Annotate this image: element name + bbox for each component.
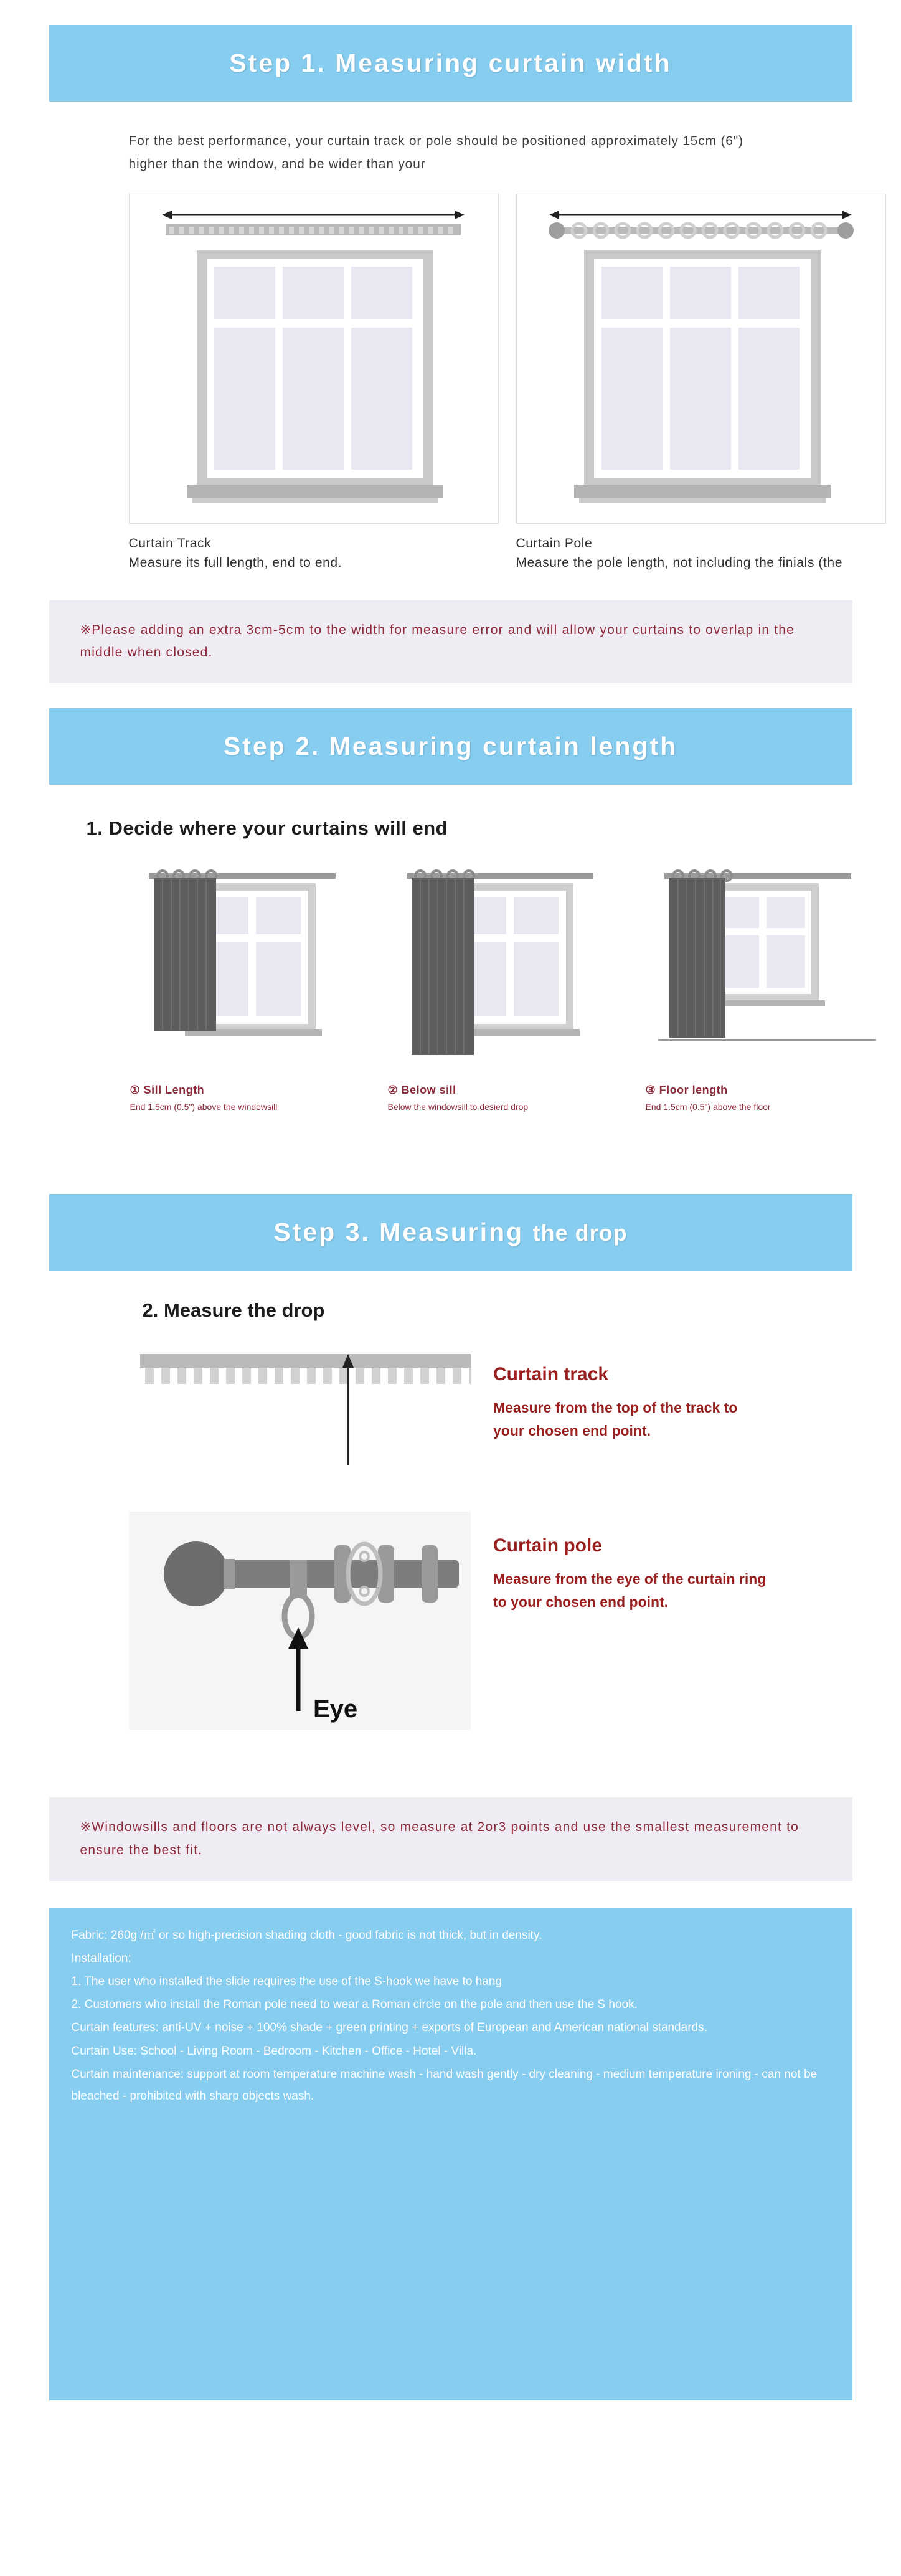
below-sill-svg	[388, 859, 632, 1077]
step1-note: ※Please adding an extra 3cm-5cm to the width for measure error and will allow your curtains to overlap in the middle when closed.	[49, 600, 852, 684]
step3-banner	[49, 1194, 852, 1271]
info-line: 1. The user who installed the slide requires the use of the S-hook we have to hang	[71, 1975, 502, 1989]
curtain-track-caption-desc: Measure its full length, end to end.	[128, 556, 342, 570]
curtain-track-svg	[130, 194, 499, 524]
step3-banner-sub: the drop	[532, 1220, 628, 1246]
step2-banner	[49, 708, 852, 785]
curtain-pole-caption-desc: Measure the pole length, not including the finials (the	[516, 556, 842, 570]
curtain-track-diagram-column	[129, 194, 499, 573]
measure-track-row	[49, 1340, 852, 1487]
curtain-pole-svg	[517, 194, 886, 524]
info-line: Curtain features: anti-UV + noise + 100% shade + green printing + exports of European and American national standards.	[71, 2021, 707, 2035]
option-sill-length	[130, 859, 374, 1113]
curtain-pole-caption	[516, 534, 886, 573]
curtain-end-options-row	[49, 859, 852, 1113]
option-below-sill	[388, 859, 632, 1113]
info-line: Curtain Use: School - Living Room - Bedroom - Kitchen - Office - Hotel - Villa.	[71, 2044, 477, 2058]
curtain-measuring-guide	[0, 25, 901, 2576]
product-info-block	[49, 1908, 852, 2400]
below-sill-illustration	[388, 859, 632, 1077]
eye-label: Eye	[313, 1695, 357, 1723]
step3-note: ※Windowsills and floors are not always level, so measure at 2or3 points and use the smallest measurement to ensure the best fit.	[49, 1797, 852, 1881]
floor-length-desc: End 1.5cm (0.5") above the floor	[645, 1102, 771, 1112]
sill-length-illustration	[130, 859, 374, 1077]
info-line: 2. Customers who install the Roman pole need to wear a Roman circle on the pole and then use the S hook.	[71, 1998, 638, 2012]
product-info-section	[49, 1908, 852, 2400]
info-line: Fabric: 260g /㎡ or so high-precision shading cloth - good fabric is not thick, but in density.	[71, 1928, 542, 1942]
below-sill-desc: Below the windowsill to desierd drop	[387, 1102, 529, 1112]
sill-length-desc: End 1.5cm (0.5") above the windowsill	[130, 1102, 278, 1112]
step3-section	[49, 1194, 852, 1881]
step2-banner-label: Step 2. Measuring curtain length	[223, 732, 678, 760]
sill-length-svg	[130, 859, 374, 1077]
floor-length-svg	[646, 859, 890, 1077]
below-sill-label: ② Below sill	[387, 1084, 456, 1096]
step3-heading: 2. Measure the drop	[142, 1299, 325, 1322]
floor-length-label: ③ Floor length	[645, 1084, 728, 1096]
measure-track-illustration	[129, 1340, 471, 1487]
curtain-track-title: Curtain track	[493, 1364, 609, 1385]
measure-track-svg	[129, 1340, 471, 1484]
step1-intro-text: For the best performance, your curtain track or pole should be positioned approximately 15cm (6") higher than the window, and be wider than your	[128, 134, 743, 171]
info-line: Curtain maintenance: support at room temperature machine wash - hand wash gently - dry cleaning - medium temperature ironing - can not be bleached - prohibited with sharp objects wash.	[71, 2067, 818, 2103]
measure-pole-illustration	[129, 1512, 471, 1733]
step1-section	[49, 25, 852, 683]
measure-track-text	[493, 1340, 771, 1442]
measure-pole-row	[49, 1512, 852, 1733]
step1-banner-label: Step 1. Measuring curtain width	[229, 49, 672, 77]
option-floor-length	[646, 859, 890, 1113]
measure-pole-text	[493, 1512, 771, 1614]
measure-pole-svg	[129, 1512, 471, 1730]
floor-length-illustration	[646, 859, 890, 1077]
step1-diagram-row	[49, 194, 852, 573]
info-line: Installation:	[71, 1951, 131, 1965]
curtain-pole-title: Curtain pole	[493, 1535, 603, 1556]
curtain-pole-caption-title: Curtain Pole	[516, 536, 593, 551]
step3-banner-main: Step 3. Measuring	[273, 1218, 524, 1247]
curtain-pole-body: Measure from the eye of the curtain ring to your chosen end point.	[493, 1571, 767, 1611]
step1-banner	[49, 25, 852, 102]
curtain-pole-diagram-column	[516, 194, 886, 573]
curtain-track-caption	[129, 534, 499, 573]
curtain-track-caption-title: Curtain Track	[128, 536, 212, 551]
step3-banner-label	[273, 1218, 627, 1247]
sill-length-label: ① Sill Length	[130, 1084, 205, 1096]
step2-section	[49, 708, 852, 1169]
step2-heading: 1. Decide where your curtains will end	[86, 817, 448, 839]
curtain-track-illustration	[129, 194, 499, 524]
curtain-track-body: Measure from the top of the track to your chosen end point.	[493, 1399, 738, 1439]
curtain-pole-illustration	[516, 194, 886, 524]
